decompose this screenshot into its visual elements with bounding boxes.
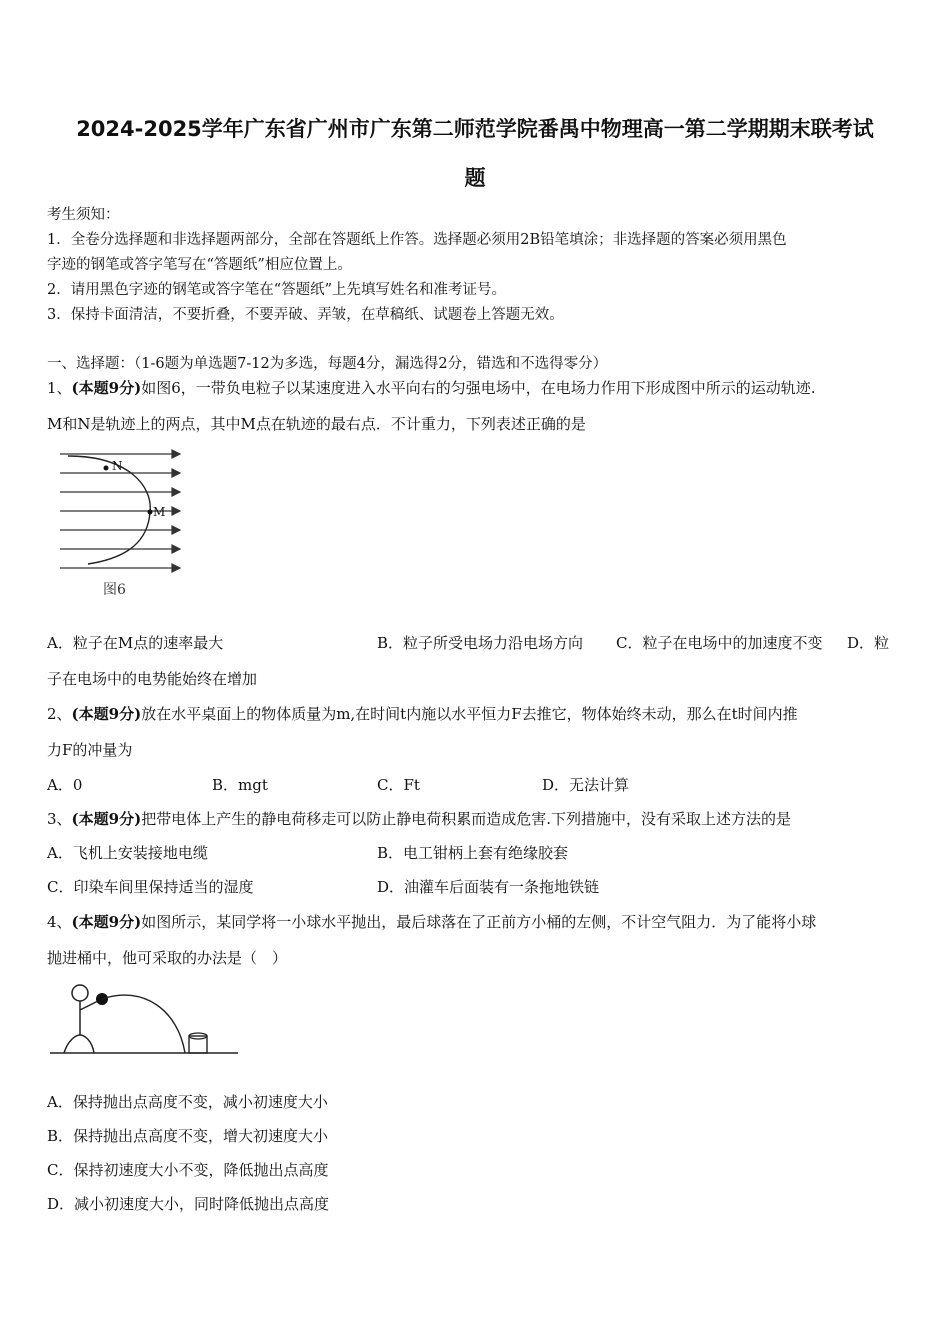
question-2-text-cont: 力F的冲量为 — [47, 741, 133, 759]
question-3 — [47, 808, 791, 829]
question-text: 如图6，一带负电粒子以某速度进入水平向右的匀强电场中，在电场力作用下形成图中所示的运动轨迹. — [141, 379, 816, 397]
option-d: D．减小初速度大小，同时降低抛出点高度 — [47, 1195, 330, 1213]
option-c: C．Ft — [377, 776, 420, 794]
section-heading: 一、选择题：（1-6题为单选题7-12为多选，每题4分，漏选得2分，错选和不选得零分） — [47, 356, 608, 372]
option-d: D．油灌车后面装有一条拖地铁链 — [377, 878, 600, 896]
question-score-tag: (本题9分) — [71, 705, 142, 723]
figure-caption: 图6 — [103, 582, 126, 598]
option-b: B．电工钳柄上套有绝缘胶套 — [377, 844, 569, 862]
option-d: D．无法计算 — [542, 776, 630, 794]
option-b: B．粒子所受电场力沿电场方向 — [377, 634, 584, 652]
question-1-text-cont: M和N是轨迹上的两点，其中M点在轨迹的最右点．不计重力，下列表述正确的是 — [47, 415, 586, 433]
question-4 — [47, 911, 816, 932]
option-c: C．印染车间里保持适当的湿度 — [47, 878, 254, 896]
question-number: 4、 — [47, 913, 72, 931]
field-diagram-svg — [58, 446, 193, 606]
notice-item: 2．请用黑色字迹的钢笔或答字笔在“答题纸”上先填写姓名和准考证号。 — [47, 282, 507, 298]
option-c: C．保持初速度大小不变，降低抛出点高度 — [47, 1161, 329, 1179]
figure-6-electric-field — [58, 446, 193, 610]
question-4-text-cont: 抛进桶中，他可采取的办法是（ ） — [47, 949, 288, 967]
exam-title: 2024-2025学年广东省广州市广东第二师范学院番禺中物理高一第二学期期末联考试 — [76, 117, 874, 141]
option-d-cont: 子在电场中的电势能始终在增加 — [47, 670, 258, 688]
figure-ball-throw — [48, 980, 240, 1064]
point-m-label: M — [153, 505, 166, 519]
notice-heading: 考生须知： — [47, 207, 120, 223]
question-text: 把带电体上产生的静电荷移走可以防止静电荷积累而造成危害.下列措施中，没有采取上述方法的是 — [141, 810, 791, 828]
notice-item: 1．全卷分选择题和非选择题两部分，全部在答题纸上作答。选择题必须用2B铅笔填涂；非选择题的答案必须用黑色 — [47, 232, 787, 248]
question-number: 2、 — [47, 705, 72, 723]
option-a: A．保持抛出点高度不变，减小初速度大小 — [47, 1093, 328, 1111]
option-b: B．mgt — [212, 776, 268, 794]
question-1 — [47, 377, 816, 398]
option-d: D．粒 — [847, 634, 890, 652]
question-text: 放在水平桌面上的物体质量为m,在时间t内施以水平恒力F去推它，物体始终未动，那么在t时间内推 — [141, 705, 798, 723]
option-a: A．粒子在M点的速率最大 — [47, 634, 224, 652]
point-n-label: N — [112, 459, 123, 473]
question-text: 如图所示，某同学将一小球水平抛出，最后球落在了正前方小桶的左侧，不计空气阻力．为了能将小球 — [141, 913, 817, 931]
ball-throw-svg — [48, 980, 240, 1060]
option-b: B．保持抛出点高度不变，增大初速度大小 — [47, 1127, 329, 1145]
question-number: 3、 — [47, 810, 72, 828]
question-score-tag: (本题9分) — [71, 913, 142, 931]
option-a: A．飞机上安装接地电缆 — [47, 844, 208, 862]
exam-title-continued: 题 — [464, 166, 486, 190]
option-a: A．0 — [47, 776, 83, 794]
question-2 — [47, 703, 798, 724]
notice-item: 3．保持卡面清洁，不要折叠，不要弄破、弄皱，在草稿纸、试题卷上答题无效。 — [47, 307, 564, 323]
question-score-tag: (本题9分) — [71, 810, 142, 828]
question-number: 1、 — [47, 379, 72, 397]
question-score-tag: (本题9分) — [71, 379, 142, 397]
option-c: C．粒子在电场中的加速度不变 — [616, 634, 823, 652]
notice-item: 字迹的钢笔或答字笔写在“答题纸”相应位置上。 — [47, 257, 352, 273]
